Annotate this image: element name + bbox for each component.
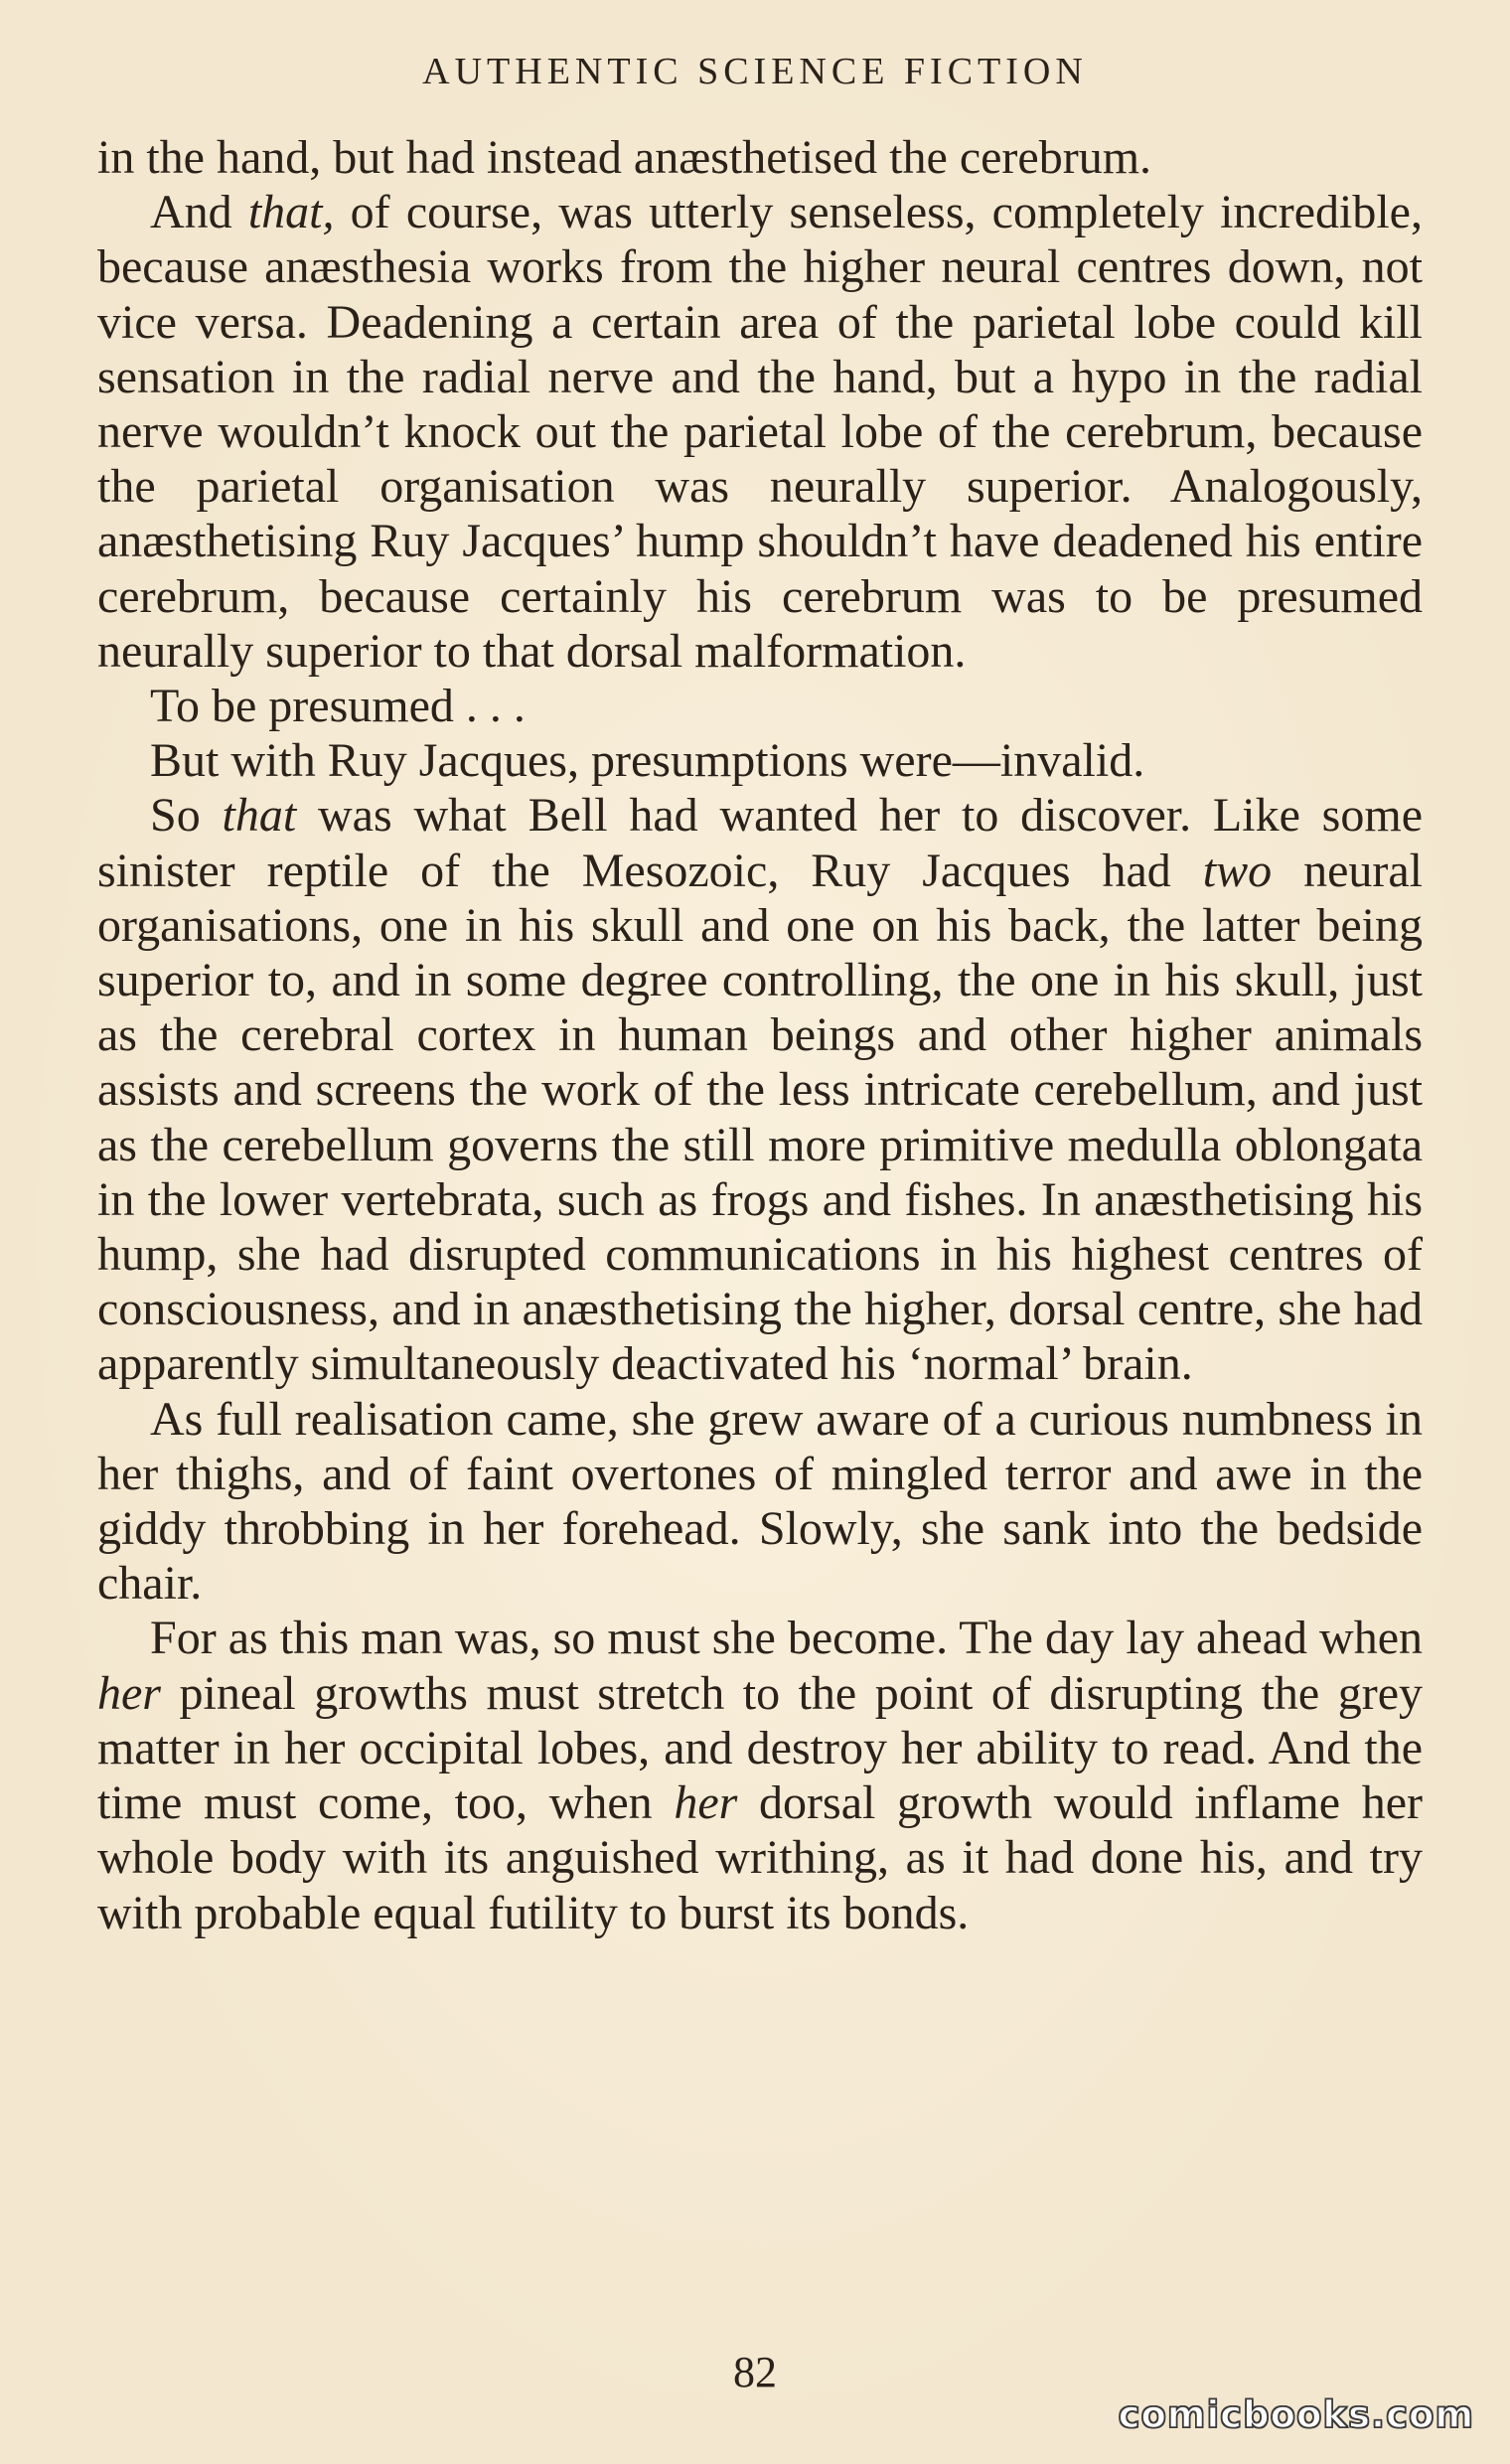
paragraph-continued: in the hand, but had instead anæsthetised the cerebrum. — [97, 131, 1152, 184]
paragraph: As full realisation came, she grew aware of a curious numbness in her thighs, and of faint overtones of mingled terror and awe in the giddy throbbing in her forehead. Slowly, she sank into the bedside chair. — [97, 1392, 1423, 1611]
site-watermark: comicbooks.com — [1118, 2393, 1474, 2436]
paragraph: To be presumed . . . — [150, 680, 526, 733]
running-head: AUTHENTIC SCIENCE FICTION — [422, 51, 1088, 92]
text-run: neural organisations, one in his skull and one on his back, the latter being superior to, and in some degree controlling, the one in his skull, just as the cerebral cortex in human beings and other higher animals assists and screens the work of the less intricate cerebellum, and just as the cerebellum governs the still more primitive medulla oblongata in the lower vertebrata, such as frogs and fishes. In anæsthetising his hump, she had disrupted communications in his highest centres of consciousness, and in anæsthetising the higher, dorsal centre, she had apparently simultaneously deactivated his ‘normal’ brain. — [97, 844, 1423, 1391]
italic-emphasis: two — [1202, 844, 1273, 897]
italic-emphasis: that, — [247, 186, 335, 239]
page-number: 82 — [733, 2348, 777, 2396]
italic-emphasis: her — [674, 1776, 738, 1830]
text-run: So — [150, 789, 223, 843]
italic-emphasis: her — [97, 1666, 161, 1720]
text-run: For as this man was, so must she become. The day lay ahead when — [150, 1612, 1423, 1665]
paragraph — [97, 185, 1423, 679]
body-text — [97, 130, 1423, 1940]
text-run: pineal growths must stretch to the point of disrupting the grey matter in her occipital lobes, and destroy her ability to read. And the time must come, too, when — [97, 1666, 1423, 1830]
italic-emphasis: that — [222, 789, 297, 843]
text-run: of course, was utterly senseless, completely incredible, because anæsthesia works from the higher neural centres down, not vice versa. Deadening a certain area of the parietal lobe could kill sensation in the radial nerve and the hand, but a hypo in the radial nerve wouldn’t knock out the parietal lobe of the cerebrum, because the parietal organisation was neurally superior. Analogously, anæsthetising Ruy Jacques’ hump shouldn’t have deadened his entire cerebrum, because certainly his cerebrum was to be presumed neurally superior to that dorsal malformation. — [97, 186, 1423, 678]
text-run: And — [150, 186, 248, 239]
paragraph: But with Ruy Jacques, presumptions were—invalid. — [150, 734, 1145, 788]
text-run: dorsal growth would inflame her whole body with its anguished writhing, as it had done his, and try with probable equal futility to burst its bonds. — [97, 1776, 1423, 1939]
text-run: was what Bell had wanted her to discover. Like some sinister reptile of the Mesozoic, Ruy Jacques had — [97, 789, 1423, 897]
paragraph — [97, 1611, 1423, 1939]
paragraph — [97, 788, 1423, 1391]
